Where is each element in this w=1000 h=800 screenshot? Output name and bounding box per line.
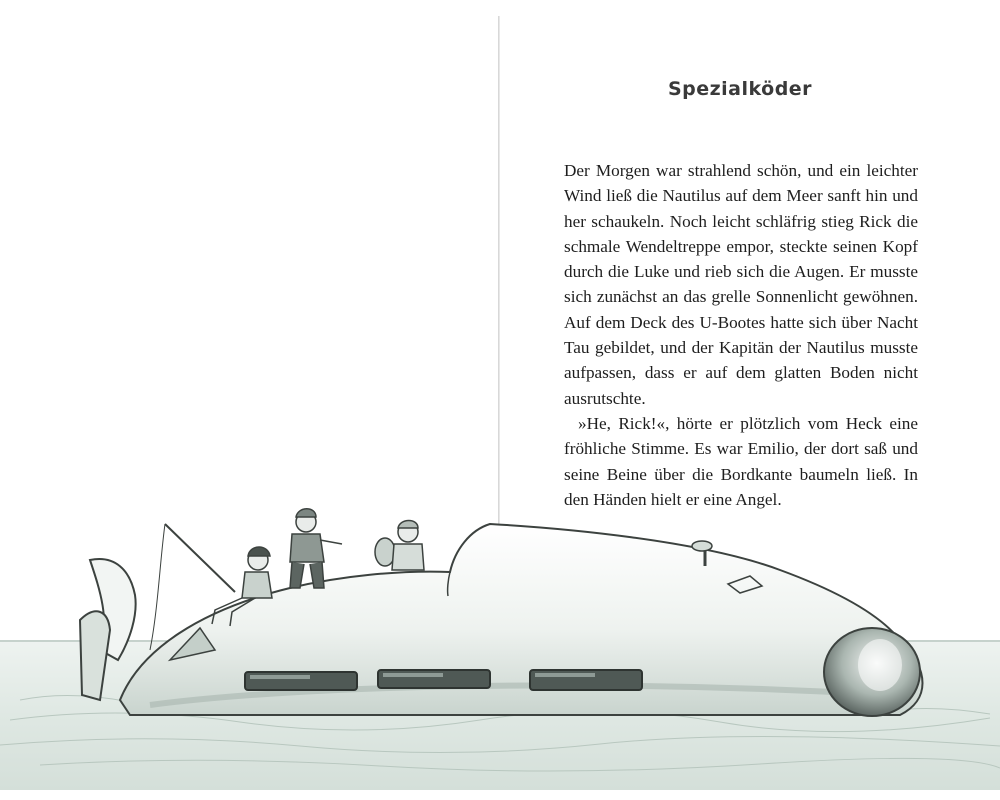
body-text xyxy=(564,158,918,512)
paragraph-1: Der Morgen war strahlend schön, und ein leichter Wind ließ die Nautilus auf dem Meer sanft hin und her schaukeln. Noch leicht schläfrig stieg Rick die schmale Wendeltreppe empor, steckte seinen Kopf durch die Luke und rieb sich die Augen. Er musste sich zunächst an das grelle Sonnenlicht gewöhnen. Auf dem Deck des U-Bootes hatte sich über Nacht Tau gebildet, und der Kapitän der Nautilus musste aufpassen, dass er auf dem glatten Boden nicht ausrutschte. xyxy=(564,161,918,408)
submarine-illustration xyxy=(0,500,1000,790)
chapter-title: Spezialköder xyxy=(667,78,813,100)
hull-windows xyxy=(245,670,642,690)
child-by-hatch xyxy=(375,521,424,571)
child-standing xyxy=(290,509,342,588)
paragraph-2: »He, Rick!«, hörte er plötzlich vom Heck eine fröhliche Stimme. Es war Emilio, der dort saß und seine Beine über die Bordkante baumeln ließ. In den Händen hielt er eine Angel. xyxy=(564,413,918,509)
